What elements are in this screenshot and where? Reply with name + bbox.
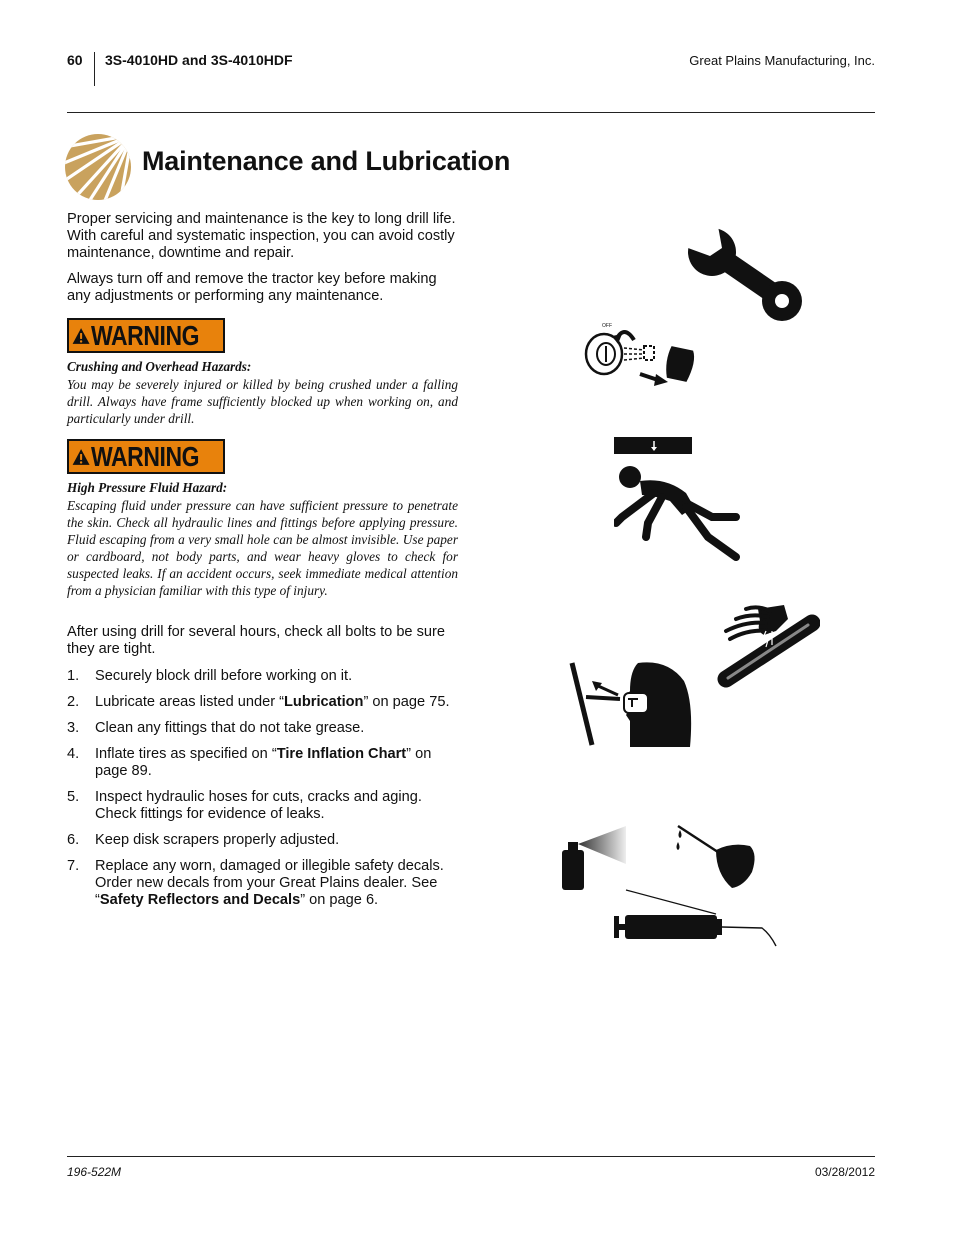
document-number: 196-522M xyxy=(67,1165,122,1179)
list-item: 6. Keep disk scrapers properly adjusted. xyxy=(67,832,340,848)
bolt-check-paragraph: After using drill for several hours, check all bolts to be sure they are tight. xyxy=(67,624,445,657)
maintenance-steps xyxy=(67,668,467,918)
document-date: 03/28/2012 xyxy=(814,1165,875,1179)
svg-text:OFF: OFF xyxy=(602,323,612,329)
footer-rule xyxy=(67,1156,875,1157)
list-item: 4. Inflate tires as specified on “Tire Inflation Chart” on page 89. xyxy=(67,746,432,779)
model-name: 3S-4010HD and 3S-4010HDF xyxy=(105,52,293,68)
list-item: 3. Clean any fittings that do not take grease. xyxy=(67,720,365,736)
face-shield-icon xyxy=(564,659,696,751)
intro-paragraph: Proper servicing and maintenance is the key to long drill life. With careful and systematic inspection, you can avoid costly maintenance, downtime and repair. xyxy=(67,211,456,261)
wrench-icon xyxy=(688,226,808,322)
company-name: Great Plains Manufacturing, Inc. xyxy=(689,53,875,68)
list-item: 7. Replace any worn, damaged or illegible safety decals. Order new decals from your Great Plains dealer. See “Safety Reflectors and Decals” on page 6. xyxy=(67,858,444,908)
header-divider xyxy=(94,52,95,86)
warning-banner xyxy=(67,439,225,474)
warning-label: WARNING xyxy=(91,440,200,472)
warning-banner xyxy=(67,318,225,353)
spray-can-icon xyxy=(560,826,628,890)
warning-text: Escaping fluid under pressure can have sufficient pressure to penetrate the skin. Check all hydraulic lines and fittings before applying pressure. Fluid escaping from a very small hole can be almost invisible. Use paper or cardboard, not body parts, and wear heavy gloves to check for suspected leaks. If an accident occurs, seek immediate medical attention from a physician familiar with this type of injury. xyxy=(67,498,458,598)
warning-triangle-icon xyxy=(72,321,90,351)
section-logo-icon xyxy=(64,133,132,201)
hand-leak-icon xyxy=(716,601,820,689)
header-rule xyxy=(67,112,875,113)
list-item: 5. Inspect hydraulic hoses for cuts, cracks and aging. Check fittings for evidence of leaks. xyxy=(67,789,422,822)
ignition-key-icon xyxy=(584,318,702,392)
oil-can-icon xyxy=(674,820,758,892)
warning-title: High Pressure Fluid Hazard: xyxy=(67,480,228,495)
warning-triangle-icon xyxy=(72,442,90,472)
warning-text: You may be severely injured or killed by being crushed under a falling drill. Always have frame sufficiently blocked up when working on, and particularly under drill. xyxy=(67,377,458,426)
warning-title: Crushing and Overhead Hazards: xyxy=(67,359,252,374)
list-item: 2. Lubricate areas listed under “Lubrication” on page 75. xyxy=(67,694,450,710)
warning-label: WARNING xyxy=(91,319,200,351)
list-item: 1. Securely block drill before working on it. xyxy=(67,668,353,684)
grease-gun-icon xyxy=(612,888,778,948)
intro-paragraph: Always turn off and remove the tractor key before making any adjustments or performing any maintenance. xyxy=(67,271,437,304)
page-title: Maintenance and Lubrication xyxy=(142,146,511,176)
page-number: 60 xyxy=(67,52,83,68)
crushed-person-icon xyxy=(614,437,742,565)
